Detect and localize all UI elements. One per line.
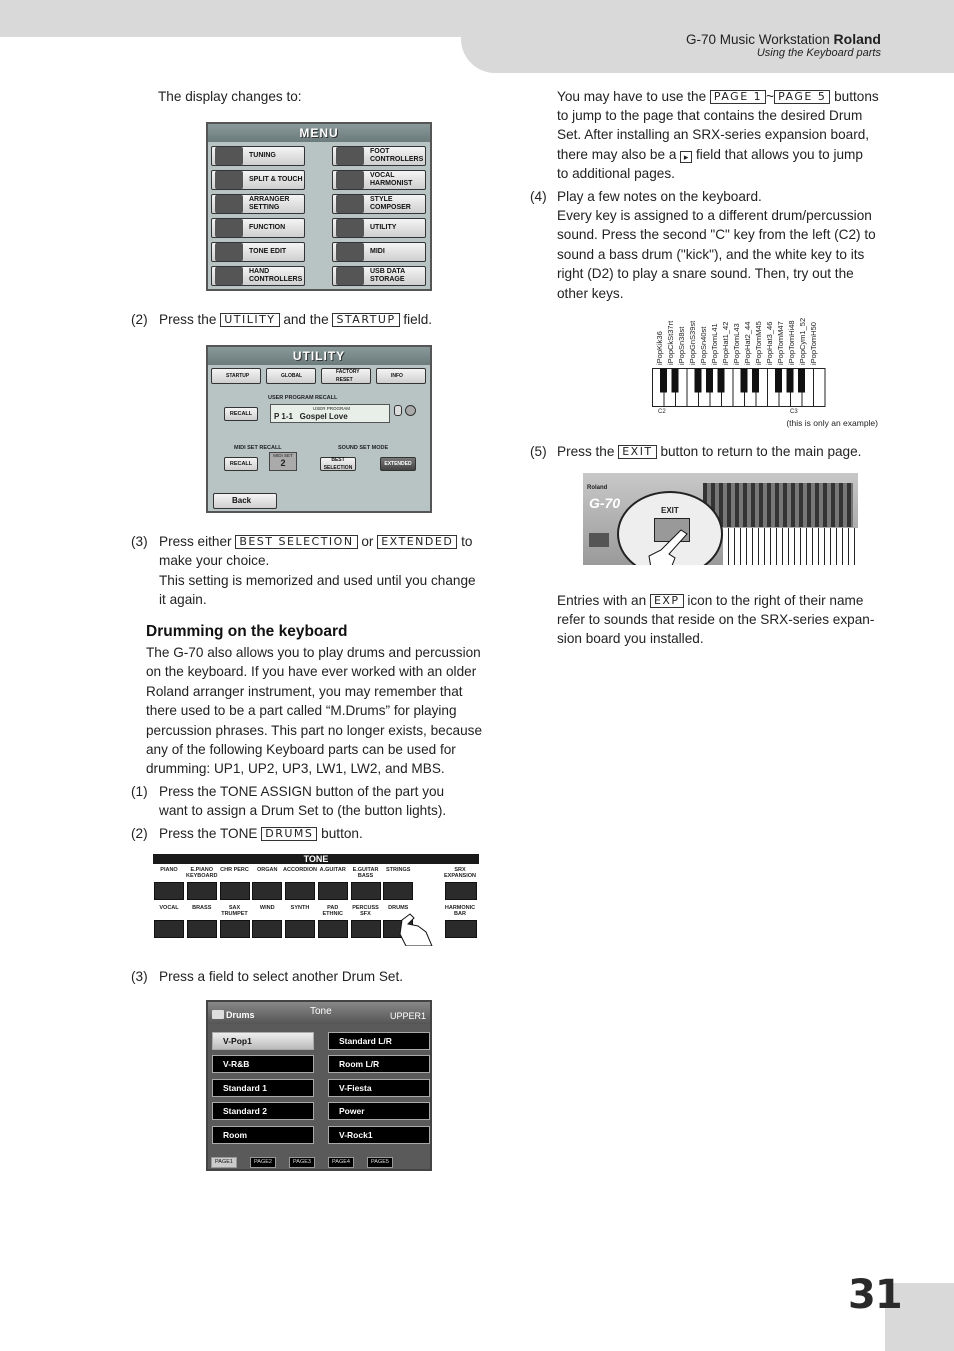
tone-label-r2-0: VOCAL — [159, 905, 179, 911]
s5-text: Press the EXIT button to return to the main page. — [557, 444, 862, 459]
drum-key-label-0: iPopKik36 — [655, 331, 664, 365]
menu-screen — [206, 122, 432, 291]
pressing-hand-icon — [396, 912, 436, 946]
extended-button[interactable]: EXTENDED — [380, 457, 416, 471]
user-program-field[interactable] — [270, 404, 390, 423]
drum-page-button-1[interactable]: PAGE2 — [250, 1157, 276, 1168]
midi-set-label: MIDI SET — [273, 453, 293, 458]
harmonic-bar-button[interactable] — [445, 920, 477, 938]
page5-key: PAGE 5 — [774, 90, 830, 104]
step3-number: (3) — [131, 534, 148, 549]
c3-label: C3 — [790, 409, 798, 415]
step3-line2: make your choice. — [159, 553, 270, 568]
menu-item-icon — [336, 171, 364, 189]
startup-key: STARTUP — [332, 313, 399, 327]
tone-button-r2-5[interactable] — [318, 920, 348, 938]
s4-line-2: sound a bass drum ("kick"), and the white key to its — [557, 246, 865, 262]
drum-set-3[interactable]: Standard 2 — [212, 1102, 314, 1120]
drum-key-label-7: iPopTomL43 — [732, 323, 741, 365]
d1-line1: Press the TONE ASSIGN button of the part you — [159, 784, 445, 799]
menu-item-label: STYLE COMPOSER — [370, 196, 411, 211]
menu-item-r3[interactable] — [332, 218, 426, 238]
d1-number: (1) — [131, 784, 148, 799]
drumming-para-line-4: percussion phrases. This part no longer exists, because — [146, 722, 483, 738]
example-note: (this is only an example) — [786, 418, 878, 428]
d3-number: (3) — [131, 969, 148, 984]
drum-page-button-4[interactable]: PAGE5 — [367, 1157, 393, 1168]
page1-key: PAGE 1 — [710, 90, 766, 104]
s4-line-1: sound. Press the second "C" key from the left (C2) to — [557, 227, 876, 243]
exit-key: EXIT — [618, 445, 656, 459]
black-key — [718, 369, 725, 393]
menu-item-r2[interactable] — [332, 194, 426, 214]
drum-keyboard-diagram — [652, 310, 878, 430]
header-section: Using the Keyboard parts — [756, 47, 881, 59]
tone-button-4[interactable] — [285, 882, 315, 900]
drum-set-r1[interactable]: Room L/R — [328, 1055, 430, 1073]
recall-button-2[interactable]: RECALL — [224, 457, 258, 471]
drum-page-button-2[interactable]: PAGE3 — [289, 1157, 315, 1168]
header-title: G-70 Music Workstation Roland — [685, 31, 881, 47]
tone-button-r2-6[interactable] — [351, 920, 381, 938]
s4-line-3: right (D2) to play a snare sound. Then, try out the — [557, 266, 854, 282]
tone-label-r2-6: PERCUSS SFX — [352, 905, 379, 917]
drum-page-button-0[interactable]: PAGE1 — [211, 1157, 237, 1168]
tone-label-6: E.GUITAR BASS — [352, 867, 379, 879]
tone-button-5[interactable] — [318, 882, 348, 900]
menu-item-4[interactable] — [211, 242, 305, 262]
black-key — [775, 369, 782, 393]
finger-icon — [647, 528, 691, 565]
drums-screen — [206, 1000, 432, 1171]
tone-label-5: A.GUITAR — [319, 867, 346, 873]
drum-set-r4[interactable]: V-Rock1 — [328, 1126, 430, 1144]
menu-item-label: UTILITY — [370, 224, 397, 231]
step2-text: Press the UTILITY and the STARTUP field. — [159, 312, 433, 327]
utility-tab-1[interactable]: GLOBAL — [266, 368, 316, 384]
tone-label-0: PIANO — [160, 867, 178, 873]
menu-item-r5[interactable] — [332, 266, 426, 286]
right-p1-line2: to jump to the page that contains the desired Drum — [557, 108, 863, 123]
menu-item-icon — [215, 219, 243, 237]
tone-button-0[interactable] — [154, 882, 184, 900]
drum-set-1[interactable]: V-R&B — [212, 1055, 314, 1073]
entries-line2: refer to sounds that reside on the SRX-series expan- — [557, 612, 875, 627]
sound-set-mode-label: SOUND SET MODE — [338, 445, 389, 451]
drum-key-label-8: iPopHat2_44 — [743, 321, 752, 365]
tone-panel — [153, 854, 479, 944]
menu-item-label: TONE EDIT — [249, 248, 287, 255]
tone-button-1[interactable] — [187, 882, 217, 900]
drums-folder-name: Drums — [226, 1010, 255, 1020]
entries-line1: Entries with an EXP icon to the right of their name — [557, 593, 864, 608]
drumming-para-line-5: any of the following Keyboard parts can be used for — [146, 742, 456, 757]
tone-label-r2-7: DRUMS — [388, 905, 409, 911]
white-key — [814, 369, 826, 407]
drum-set-r0[interactable]: Standard L/R — [328, 1032, 430, 1050]
tone-label-2: CHR PERC — [220, 867, 249, 873]
menu-item-5[interactable] — [211, 266, 305, 286]
tone-label-1: E.PIANO KEYBOARD — [186, 867, 218, 879]
s4-number: (4) — [530, 189, 547, 204]
tone-button-7[interactable] — [383, 882, 413, 900]
g70-logo: G-70 — [589, 495, 621, 511]
utility-tab-3[interactable]: INFO — [376, 368, 426, 384]
d2-number: (2) — [131, 826, 148, 841]
menu-item-icon — [215, 171, 243, 189]
drumming-para-line-1: on the keyboard. If you have ever worked with an older — [146, 664, 477, 680]
menu-item-icon — [336, 267, 364, 285]
c2-label: C2 — [658, 409, 666, 415]
menu-item-label: TUNING — [249, 152, 276, 159]
entries-line3: sion board you installed. — [557, 631, 704, 646]
best-selection-button[interactable]: BEST SELECTION — [320, 457, 356, 471]
black-key — [695, 369, 702, 393]
extended-key: EXTENDED — [377, 535, 457, 549]
step3-text: Press either BEST SELECTION or EXTENDED to — [159, 534, 473, 549]
drumming-para-line-6: drumming: UP1, UP2, UP3, LW1, LW2, and MBS. — [146, 761, 445, 777]
lock-icon — [394, 405, 402, 416]
exp-key: EXP — [650, 594, 684, 608]
user-program-recall-label: USER PROGRAM RECALL — [268, 395, 338, 401]
s4-text: Play a few notes on the keyboard. — [557, 189, 762, 204]
jump-arrow-icon: ▸ — [680, 151, 692, 163]
display-changes-text: The display changes to: — [158, 89, 302, 104]
tone-button-r2-0[interactable] — [154, 920, 184, 938]
drum-key-label-2: iPopSn38st — [677, 326, 686, 365]
srx-expansion-label: SRX EXPANSION — [444, 867, 476, 879]
right-p1-line3: Set. After installing an SRX-series expansion board, — [557, 127, 870, 142]
menu-item-icon — [336, 219, 364, 237]
drum-key-label-12: iPopTomHi48 — [787, 320, 796, 365]
menu-item-icon — [215, 243, 243, 261]
drum-set-0[interactable]: V-Pop1 — [212, 1032, 314, 1050]
tone-button-r2-3[interactable] — [252, 920, 282, 938]
menu-item-label: MIDI — [370, 248, 385, 255]
tone-button-3[interactable] — [252, 882, 282, 900]
right-p1-line4: there may also be a ▸ field that allows you to jump — [557, 147, 863, 162]
drum-key-label-5: iPopTomL41 — [710, 323, 719, 365]
utility-title: UTILITY — [208, 347, 430, 365]
black-key — [672, 369, 679, 393]
drum-key-label-6: iPopHat1_42 — [721, 321, 730, 365]
disk-icon — [405, 405, 416, 416]
menu-item-label: USB DATA STORAGE — [370, 268, 406, 283]
menu-item-label: FUNCTION — [249, 224, 286, 231]
menu-item-icon — [336, 147, 364, 165]
menu-item-r4[interactable] — [332, 242, 426, 262]
menu-item-2[interactable] — [211, 194, 305, 214]
panel-buttons — [703, 483, 853, 527]
tone-label-7: STRINGS — [386, 867, 411, 873]
tone-label-r2-2: SAX TRUMPET — [221, 905, 248, 917]
menu-item-label: SPLIT & TOUCH — [249, 176, 303, 183]
menu-item-label: HAND CONTROLLERS — [249, 268, 303, 283]
drum-key-label-11: iPopTomM47 — [776, 321, 785, 365]
folder-icon — [212, 1010, 224, 1019]
drum-set-r2[interactable]: V-Fiesta — [328, 1079, 430, 1097]
right-p1-line1: You may have to use the PAGE 1 ~ PAGE 5 buttons — [557, 89, 879, 104]
keyboard-keys — [652, 368, 827, 408]
roland-logo-small: Roland — [587, 485, 608, 491]
drum-key-label-13: iPopCym1_52 — [798, 317, 807, 365]
section-heading: Drumming on the keyboard — [146, 623, 348, 640]
midi-set-value: 2 — [280, 458, 286, 468]
tone-button-r2-2[interactable] — [220, 920, 250, 938]
tone-button-r2-4[interactable] — [285, 920, 315, 938]
menu-item-icon — [336, 195, 364, 213]
drum-key-label-10: iPopHat3_46 — [765, 321, 774, 365]
menu-item-icon — [215, 195, 243, 213]
black-key — [660, 369, 667, 393]
drumming-para-line-3: there used to be a part called “M.Drums” for playing — [146, 703, 457, 719]
menu-item-label: FOOT CONTROLLERS — [370, 148, 424, 163]
exit-photo-label: EXIT — [661, 506, 679, 515]
drumming-para-line-2: Roland arranger instrument, you may remember that — [146, 683, 463, 699]
s5-number: (5) — [530, 444, 547, 459]
drum-set-2[interactable]: Standard 1 — [212, 1079, 314, 1097]
s4-line-0: Every key is assigned to a different drum/percussion — [557, 208, 872, 223]
midi-set-field[interactable] — [269, 452, 297, 471]
srx-expansion-button[interactable] — [445, 882, 477, 900]
pitch-wheel — [589, 533, 609, 547]
step3-note2: it again. — [159, 592, 207, 607]
d1-line2: want to assign a Drum Set to (the button lights). — [159, 803, 447, 818]
harmonic-bar-label: HARMONIC BAR — [444, 905, 476, 917]
menu-item-r0[interactable] — [332, 146, 426, 166]
utility-tab-0[interactable]: STARTUP — [211, 368, 261, 384]
drums-key: DRUMS — [261, 827, 317, 841]
page-number: 31 — [848, 1272, 902, 1318]
menu-item-r1[interactable] — [332, 170, 426, 190]
g70-panel-photo — [583, 473, 858, 565]
drums-title: Tone — [310, 1006, 332, 1017]
step2-number: (2) — [131, 312, 148, 327]
drum-page-button-3[interactable]: PAGE4 — [328, 1157, 354, 1168]
tone-label-3: ORGAN — [257, 867, 278, 873]
drum-key-label-3: iPopGnS39st — [688, 320, 697, 365]
black-key — [787, 369, 794, 393]
tone-button-2[interactable] — [220, 882, 250, 900]
drum-key-label-14: iPopTomH50 — [809, 322, 818, 365]
tone-panel-title: TONE — [153, 854, 479, 864]
drum-key-label-9: iPopTomM45 — [754, 321, 763, 365]
tone-label-r2-1: BRASS — [192, 905, 212, 911]
utility-key: UTILITY — [220, 313, 279, 327]
tone-button-6[interactable] — [351, 882, 381, 900]
menu-item-label: VOCAL HARMONIST — [370, 172, 413, 187]
black-key — [706, 369, 713, 393]
drum-key-label-4: iPopSn40st — [699, 326, 708, 365]
utility-screen — [206, 345, 432, 513]
tone-label-r2-3: WIND — [259, 905, 275, 911]
keyboard-photo — [723, 528, 858, 565]
back-button[interactable]: Back — [213, 493, 277, 509]
tone-button-r2-1[interactable] — [187, 920, 217, 938]
menu-title: MENU — [208, 124, 430, 142]
tone-label-r2-5: PAD ETHNIC — [322, 905, 343, 917]
drums-part: UPPER1 — [389, 1011, 426, 1021]
user-program-label: USER PROGRAM — [313, 406, 351, 411]
menu-item-0[interactable] — [211, 146, 305, 166]
menu-item-icon — [215, 147, 243, 165]
tone-label-r2-4: SYNTH — [290, 905, 310, 911]
right-p1-line5: to additional pages. — [557, 166, 675, 181]
black-key — [741, 369, 748, 393]
d3-text: Press a field to select another Drum Set. — [159, 969, 404, 984]
menu-item-icon — [215, 267, 243, 285]
best-selection-key: BEST SELECTION — [235, 535, 357, 549]
drumming-para-line-0: The G-70 also allows you to play drums and percussion — [146, 645, 481, 660]
menu-item-icon — [336, 243, 364, 261]
menu-item-1[interactable] — [211, 170, 305, 190]
user-program-value: P 1-1 Gospel Love — [274, 412, 348, 421]
menu-item-label: ARRANGER SETTING — [249, 196, 290, 211]
s4-line-4: other keys. — [557, 285, 624, 301]
drum-set-4[interactable]: Room — [212, 1126, 314, 1144]
menu-item-3[interactable] — [211, 218, 305, 238]
black-key — [752, 369, 759, 393]
black-key — [798, 369, 805, 393]
midi-set-recall-label: MIDI SET RECALL — [234, 445, 282, 451]
step3-note1: This setting is memorized and used until you change — [159, 573, 476, 588]
drum-key-label-1: iPopCkSt37rt — [666, 320, 675, 365]
drum-set-r3[interactable]: Power — [328, 1102, 430, 1120]
tone-label-4: ACCORDION — [283, 867, 317, 873]
utility-tab-2[interactable]: FACTORY RESET — [321, 368, 371, 384]
d2-text: Press the TONE DRUMS button. — [159, 826, 363, 841]
recall-button-1[interactable]: RECALL — [224, 407, 258, 421]
